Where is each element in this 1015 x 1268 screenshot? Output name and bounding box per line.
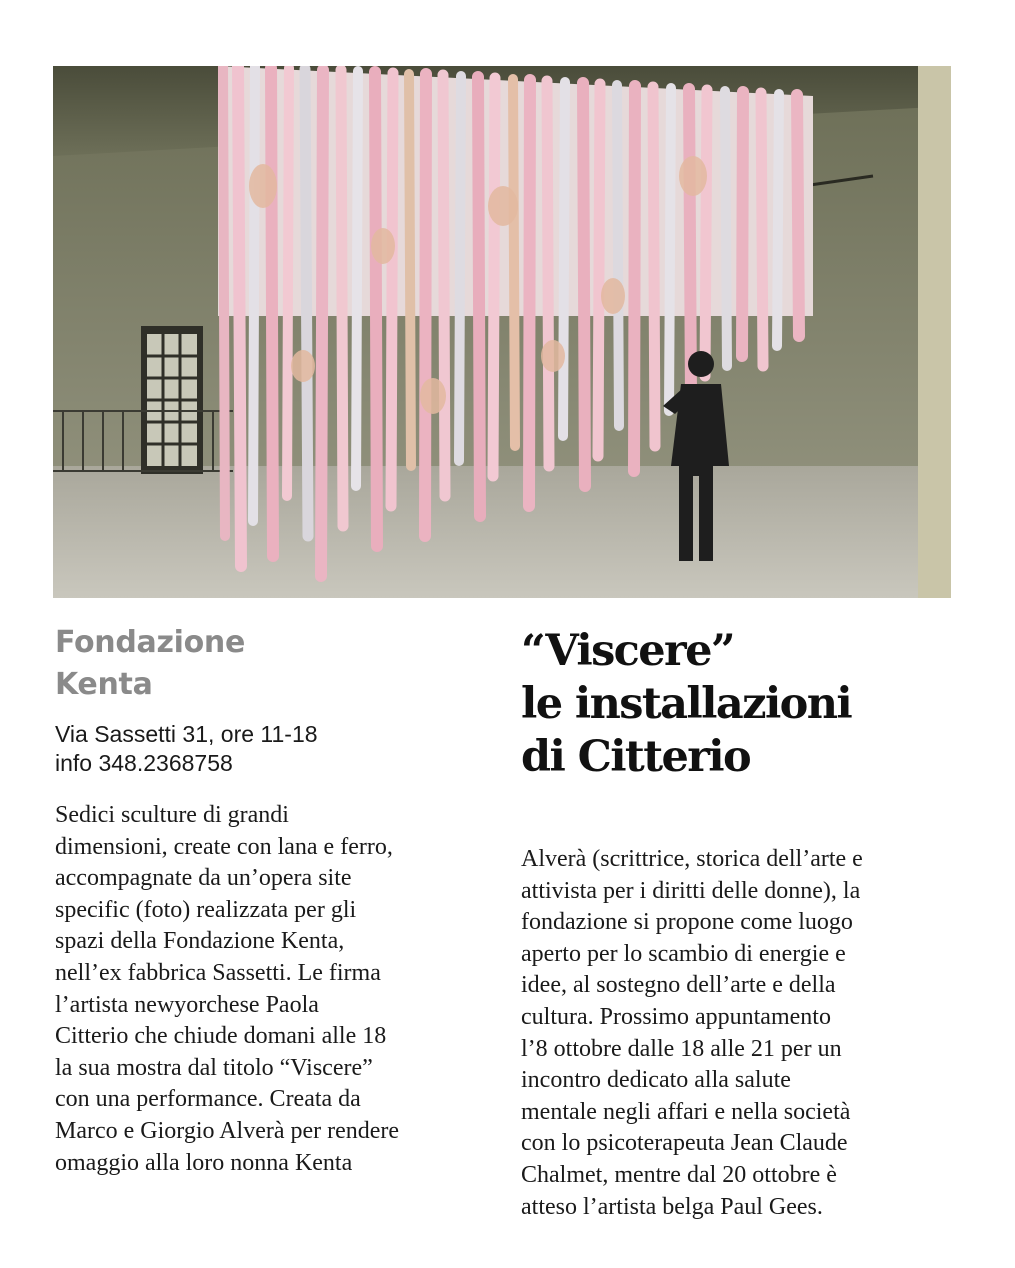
text-line: Marco e Giorgio Alverà per rendere: [55, 1117, 400, 1144]
article-left-text: [55, 800, 505, 1179]
text-line: nell’ex fabbrica Sassetti. Le firma: [55, 959, 381, 986]
text-line: incontro dedicato alla salute: [521, 1067, 791, 1094]
venue-name-line: Kenta: [55, 667, 153, 702]
text-line: accompagnate da un’opera site: [55, 865, 352, 892]
venue-phone: info 348.2368758: [55, 750, 233, 776]
headline-line: “Viscere”: [521, 626, 734, 676]
text-line: spazi della Fondazione Kenta,: [55, 928, 345, 955]
text-line: attivista per i diritti delle donne), la: [521, 877, 861, 904]
text-line: mentale negli affari e nella società: [521, 1098, 851, 1125]
text-line: con lo psicoterapeuta Jean Claude: [521, 1130, 848, 1157]
article-column: [521, 625, 961, 1223]
text-line: fondazione si propone come luogo: [521, 909, 853, 936]
article-headline: [521, 625, 961, 784]
text-line: Sedici sculture di grandi: [55, 802, 289, 828]
venue-name-line: Fondazione: [55, 625, 246, 660]
text-line: atteso l’artista belga Paul Gees.: [521, 1193, 823, 1220]
text-line: Alverà (scrittrice, storica dell’arte e: [521, 846, 863, 872]
text-line: la sua mostra dal titolo “Viscere”: [55, 1054, 373, 1081]
installation-photo: [53, 66, 951, 598]
text-line: l’artista newyorchese Paola: [55, 991, 319, 1018]
text-line: Citterio che chiude domani alle 18: [55, 1023, 387, 1050]
text-line: Chalmet, mentre dal 20 ottobre è: [521, 1161, 837, 1188]
text-line: cultura. Prossimo appuntamento: [521, 1003, 831, 1030]
article-right-text: [521, 844, 961, 1223]
text-line: idee, al sostegno dell’arte e della: [521, 972, 836, 999]
text-line: omaggio alla loro nonna Kenta: [55, 1149, 353, 1176]
headline-line: di Citterio: [521, 732, 751, 782]
venue-address: Via Sassetti 31, ore 11-18: [55, 721, 318, 747]
text-line: aperto per lo scambio di energie e: [521, 940, 846, 967]
text-line: l’8 ottobre dalle 18 alle 21 per un: [521, 1035, 842, 1062]
installation-photo-illustration: [53, 66, 951, 598]
venue-name: [55, 622, 505, 706]
venue-column: [55, 622, 505, 1179]
text-line: specific (foto) realizzata per gli: [55, 896, 357, 923]
venue-info: [55, 720, 505, 778]
headline-line: le installazioni: [521, 679, 852, 729]
text-line: dimensioni, create con lana e ferro,: [55, 833, 393, 860]
window: [141, 326, 203, 474]
text-line: con una performance. Creata da: [55, 1086, 361, 1113]
